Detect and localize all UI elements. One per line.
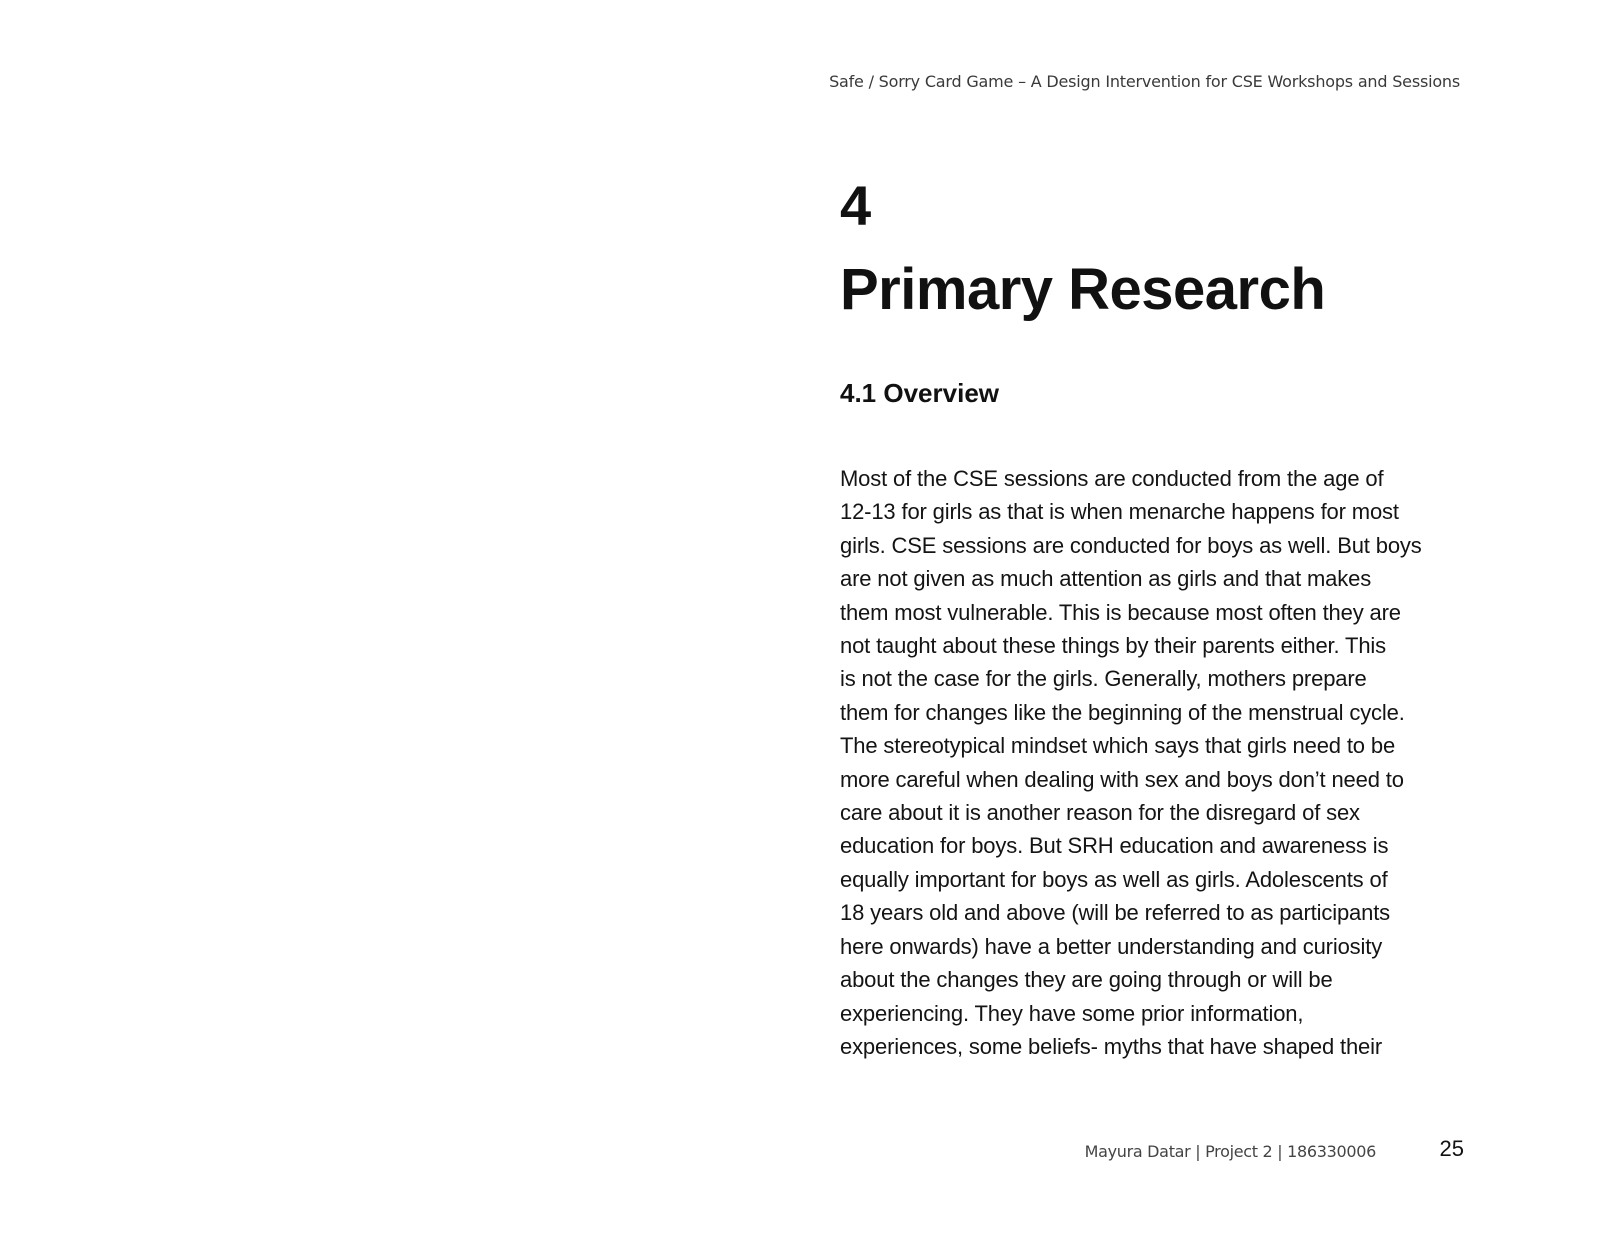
body-line: experiences, some beliefs- myths that have shaped their <box>840 1033 1383 1059</box>
footer-credit: Mayura Datar | Project 2 | 186330006 <box>1084 1142 1376 1161</box>
chapter-title: Primary Research <box>840 257 1326 322</box>
body-line: education for boys. But SRH education and awareness is <box>840 833 1389 859</box>
body-line: The stereotypical mindset which says that girls need to be <box>840 733 1396 759</box>
section-heading: 4.1 Overview <box>840 378 999 408</box>
body-line: more careful when dealing with sex and boys don’t need to <box>840 766 1404 792</box>
body-line: girls. CSE sessions are conducted for boys as well. But boys <box>840 532 1422 558</box>
body-line: them most vulnerable. This is because most often they are <box>840 599 1401 625</box>
body-line: not taught about these things by their parents either. This <box>840 633 1386 659</box>
body-line: care about it is another reason for the disregard of sex <box>840 800 1360 826</box>
body-line: experiencing. They have some prior information, <box>840 1000 1304 1026</box>
body-line: is not the case for the girls. Generally, mothers prepare <box>840 666 1367 692</box>
body-line: here onwards) have a better understanding and curiosity <box>840 933 1383 959</box>
chapter-number: 4 <box>840 174 872 237</box>
body-line: are not given as much attention as girls and that makes <box>840 566 1372 592</box>
body-line: equally important for boys as well as girls. Adolescents of <box>840 866 1388 892</box>
body-line: them for changes like the beginning of the menstrual cycle. <box>840 699 1405 725</box>
running-header: Safe / Sorry Card Game – A Design Intervention for CSE Workshops and Sessions <box>829 72 1460 91</box>
body-line: 12-13 for girls as that is when menarche happens for most <box>840 499 1399 525</box>
body-line: 18 years old and above (will be referred to as participants <box>840 900 1391 926</box>
body-line: about the changes they are going through or will be <box>840 967 1333 993</box>
body-line: Most of the CSE sessions are conducted from the age of <box>840 466 1384 491</box>
body-paragraph <box>840 462 1472 1063</box>
page-number: 25 <box>1439 1136 1464 1161</box>
